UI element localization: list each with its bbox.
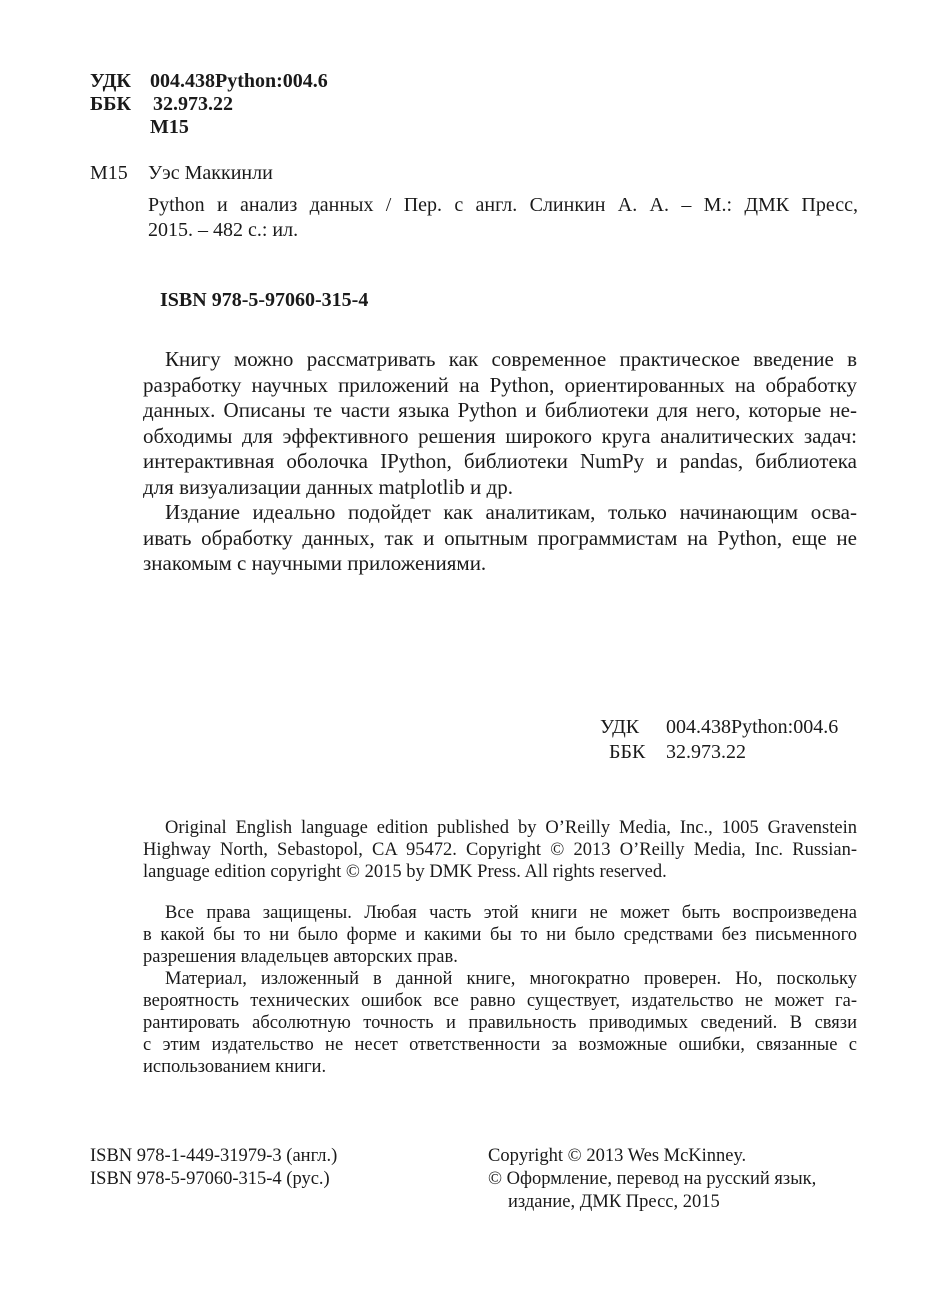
annotation-line: Издание идеально подойдет как аналитикам, только начинающим осва- [165,500,857,524]
footer-bbk-value: 32.973.22 [666,741,746,763]
rights-notice-line: разрешения владельцев авторских прав. [143,947,458,967]
rights-notice-line: Все права защищены. Любая часть этой книги не может быть воспроизведена [165,903,857,923]
header-udk-label: УДК [90,70,131,92]
header-bbk-label: ББК [90,93,131,115]
original-edition-line: language edition copyright © 2015 by DMK Press. All rights reserved. [143,862,667,882]
footer-udk-value: 004.438Python:004.6 [666,716,839,738]
isbn-main: ISBN 978-5-97060-315-4 [160,289,369,311]
footer-bbk-row [600,740,838,765]
annotation-line: данных. Описаны те части языка Python и библиотеки для него, которые не- [143,398,857,422]
annotation-line: Книгу можно рассматривать как современное практическое введение в [165,347,857,371]
author-mark: М15 [90,162,128,184]
annotation-paragraph-2 [143,500,857,577]
footer-udk-row [600,715,838,740]
disclaimer-line: рантировать абсолютную точность и правильность приводимых сведений. В связи [143,1013,857,1033]
header-classification [90,70,328,139]
rights-notice-line: в какой бы то ни было форме и какими бы то ни было средствами без письменного [143,925,857,945]
original-edition-line: Highway North, Sebastopol, CA 95472. Copyright © 2013 O’Reilly Media, Inc. Russian- [143,840,857,860]
footer-bbk-label: ББК [609,741,646,763]
annotation [143,347,857,577]
copyright-translation: © Оформление, перевод на русский язык, [488,1169,817,1189]
header-udk-row [90,70,328,93]
header-author-mark: М15 [150,116,189,138]
disclaimer-line: с этим издательство не несет ответственности за возможные ошибки, связанные с [143,1035,857,1055]
isbn-russian: ISBN 978-5-97060-315-4 (рус.) [90,1169,330,1189]
rights-notice [143,902,857,968]
copyright-author: Copyright © 2013 Wes McKinney. [488,1146,747,1166]
annotation-line: знакомым с научными приложениями. [143,551,487,575]
book-description-line: 2015. – 482 с.: ил. [148,219,299,241]
isbn-english: ISBN 978-1-449-31979-3 (англ.) [90,1146,338,1166]
disclaimer-line: использованием книги. [143,1057,327,1077]
book-description-line: Python и анализ данных / Пер. с англ. Слинкин А. А. – М.: ДМК Пресс, [148,194,858,216]
annotation-paragraph-1 [143,347,857,500]
disclaimer-line: вероятность технических ошибок все равно существует, издательство не может га- [143,991,857,1011]
copyright-list [488,1145,816,1214]
annotation-line: разработку научных приложений на Python, ориентированных на обработку [143,372,857,397]
isbn-list [90,1145,337,1191]
footer-udk-label: УДК [600,716,640,738]
book-description [148,193,858,243]
disclaimer-notice [143,968,857,1078]
header-author-mark-row [90,116,328,139]
disclaimer-line: Материал, изложенный в данной книге, многократно проверен. Но, поскольку [165,969,857,989]
author-name: Уэс Маккинли [148,162,273,184]
footer-classification [600,715,838,765]
header-bbk-row [90,93,328,116]
header-udk-value: 004.438Python:004.6 [150,70,328,92]
annotation-line: обходимы для эффективного решения широкого круга аналитических задач: [143,423,857,448]
header-bbk-value: 32.973.22 [153,93,233,115]
original-edition-notice [143,817,857,883]
annotation-line: для визуализации данных matplotlib и др. [143,474,513,499]
annotation-line: интерактивная оболочка IPython, библиотеки NumPy и pandas, библиотека [143,449,857,473]
original-edition-line: Original English language edition published by O’Reilly Media, Inc., 1005 Gravenstein [165,818,857,838]
copyright-publisher: издание, ДМК Пресс, 2015 [508,1192,720,1212]
annotation-line: ивать обработку данных, так и опытным программистам на Python, еще не [143,525,857,550]
